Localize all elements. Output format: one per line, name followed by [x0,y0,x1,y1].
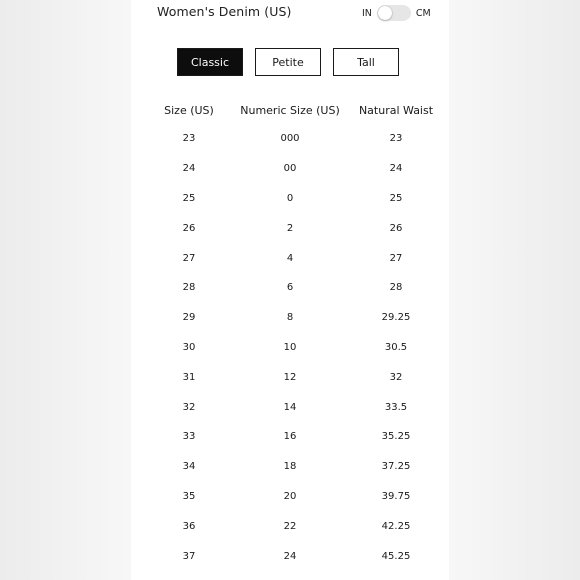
cell-numeric-size: 14 [283,401,297,413]
table-row [150,243,440,273]
cell-natural-waist: 29.25 [381,312,411,324]
cell-natural-waist: 32 [389,371,403,383]
table-row [150,392,440,422]
cell-numeric-size: 10 [283,341,297,353]
cell-size-us: 23 [182,133,196,145]
cell-size-us: 35 [182,490,196,502]
cell-natural-waist: 42.25 [381,520,411,532]
size-chart-title: Women's Denim (US) [157,4,292,19]
tab-classic[interactable]: Classic [177,48,243,76]
table-row [150,184,440,214]
cell-size-us: 32 [182,401,196,413]
cell-natural-waist: 26 [389,222,403,234]
table-row [150,213,440,243]
table-row [150,541,440,571]
cell-natural-waist: 23 [389,133,403,145]
cell-size-us: 25 [182,192,196,204]
cell-numeric-size: 8 [286,312,294,324]
cell-numeric-size: 6 [286,282,294,294]
cell-natural-waist: 24 [389,163,403,175]
unit-label-cm[interactable]: CM [415,7,431,19]
cell-numeric-size: 22 [283,520,297,532]
table-row [150,303,440,333]
table-row [150,124,440,154]
cell-natural-waist: 45.25 [381,550,411,562]
cell-size-us: 31 [182,371,196,383]
cell-size-us: 34 [182,461,196,473]
cell-natural-waist: 33.5 [384,401,408,413]
cell-numeric-size: 16 [283,431,297,443]
cell-numeric-size: 00 [283,163,297,175]
cell-natural-waist: 30.5 [384,341,408,353]
tab-petite[interactable]: Petite [255,48,321,76]
table-row [150,273,440,303]
cell-numeric-size: 000 [280,133,300,145]
cell-natural-waist: 28 [389,282,403,294]
cell-size-us: 37 [182,550,196,562]
cell-size-us: 29 [182,312,196,324]
table-header [150,96,440,124]
cell-numeric-size: 2 [286,222,294,234]
cell-natural-waist: 39.75 [381,490,411,502]
table-row [150,362,440,392]
table-row [150,422,440,452]
unit-label-in[interactable]: IN [362,7,372,19]
unit-switch-knob[interactable] [378,6,392,20]
unit-switch[interactable] [377,5,411,21]
table-row [150,511,440,541]
cell-numeric-size: 20 [283,490,297,502]
table-row [150,333,440,363]
fit-tabs [177,48,399,76]
cell-numeric-size: 24 [283,550,297,562]
cell-natural-waist: 25 [389,192,403,204]
unit-toggle [362,4,431,22]
cell-size-us: 33 [182,431,196,443]
cell-numeric-size: 12 [283,371,297,383]
cell-size-us: 27 [182,252,196,264]
cell-natural-waist: 37.25 [381,461,411,473]
cell-numeric-size: 4 [286,252,294,264]
cell-size-us: 36 [182,520,196,532]
cell-size-us: 30 [182,341,196,353]
cell-size-us: 28 [182,282,196,294]
header-natural-waist: Natural Waist [358,103,434,117]
cell-natural-waist: 27 [389,252,403,264]
cell-size-us: 24 [182,163,196,175]
tab-tall[interactable]: Tall [333,48,399,76]
cell-size-us: 26 [182,222,196,234]
header-numeric-size: Numeric Size (US) [240,103,340,117]
table-row [150,482,440,512]
size-table [150,96,440,571]
cell-natural-waist: 35.25 [381,431,411,443]
cell-numeric-size: 18 [283,461,297,473]
table-row [150,154,440,184]
cell-numeric-size: 0 [286,192,294,204]
table-body [150,124,440,571]
table-row [150,452,440,482]
header-size-us: Size (US) [164,103,214,117]
